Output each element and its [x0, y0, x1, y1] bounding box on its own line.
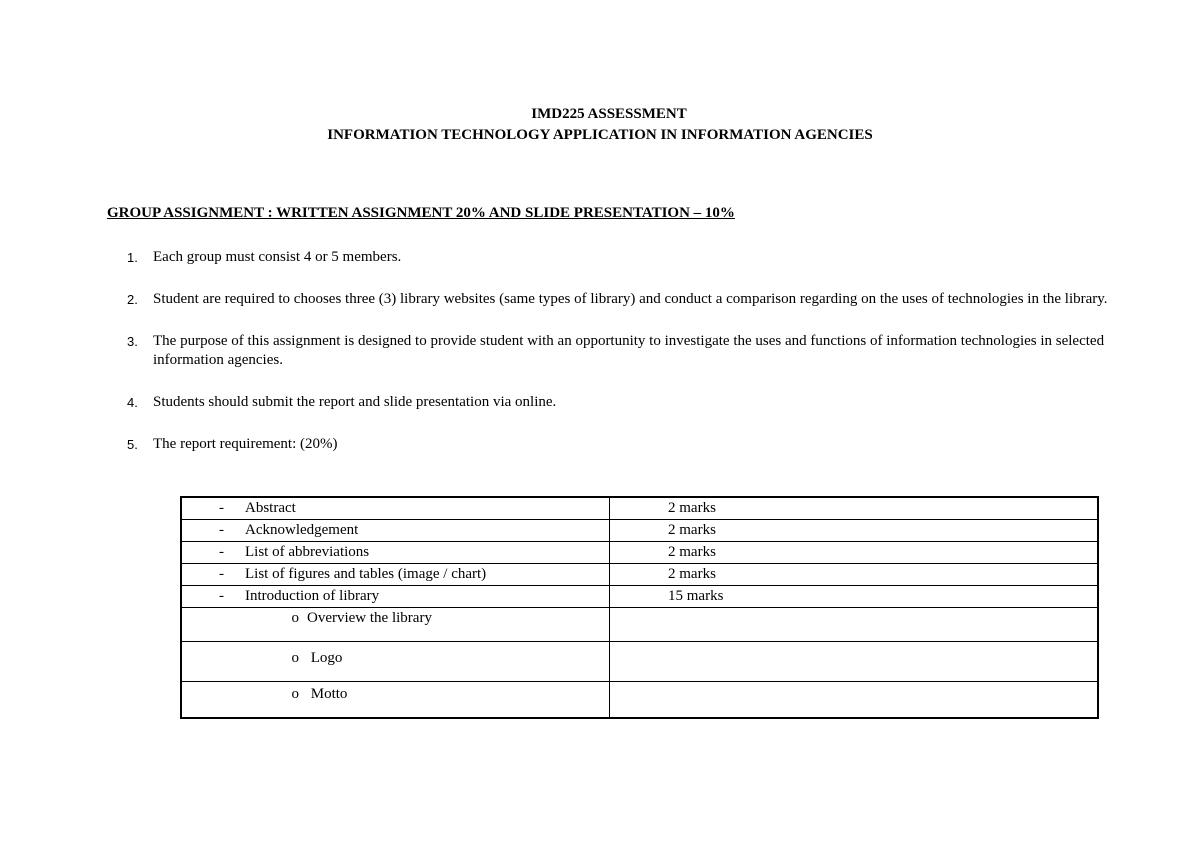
marks-table [180, 496, 1099, 719]
marks-value: 2 marks [668, 500, 716, 516]
table-cell-subitem [181, 608, 610, 642]
item-label: List of figures and tables (image / chart) [245, 566, 487, 582]
list-item [0, 393, 1200, 412]
list-item-number: 3. [127, 334, 138, 349]
list-item [0, 290, 1200, 309]
list-item-text: The report requirement: (20%) [153, 436, 338, 452]
marks-value: 2 marks [668, 566, 716, 582]
table-cell-item [181, 564, 610, 586]
table-cell-marks [610, 520, 1099, 542]
table-cell-marks [610, 497, 1099, 520]
table-row [181, 586, 1098, 608]
bullet-circle: o [291, 610, 299, 626]
marks-value: 15 marks [668, 588, 724, 604]
table-row [181, 682, 1098, 719]
subitem-label: Logo [307, 650, 343, 666]
title-line-1: IMD225 ASSESSMENT [531, 106, 687, 122]
list-item-number: 1. [127, 250, 138, 265]
table-row [181, 497, 1098, 520]
table-cell-marks-empty [610, 608, 1099, 642]
table-row [181, 642, 1098, 682]
table-row [181, 542, 1098, 564]
list-item [0, 248, 1200, 267]
table-cell-subitem [181, 682, 610, 719]
marks-value: 2 marks [668, 544, 716, 560]
bullet-circle: o [291, 650, 299, 666]
table-row [181, 608, 1098, 642]
bullet-dash: - [219, 522, 224, 538]
list-item-text: Students should submit the report and slide presentation via online. [153, 394, 557, 410]
document-title [0, 104, 1200, 146]
table-cell-item [181, 542, 610, 564]
table-cell-marks-empty [610, 682, 1099, 719]
table-cell-item [181, 497, 610, 520]
table-row [181, 564, 1098, 586]
item-label: Acknowledgement [245, 522, 359, 538]
bullet-dash: - [219, 588, 224, 604]
subitem-label: Overview the library [307, 610, 432, 626]
table-cell-marks [610, 586, 1099, 608]
table-cell-marks [610, 542, 1099, 564]
table-cell-marks-empty [610, 642, 1099, 682]
list-item [0, 435, 1200, 454]
table-cell-marks [610, 564, 1099, 586]
table-cell-subitem [181, 642, 610, 682]
marks-value: 2 marks [668, 522, 716, 538]
list-item-number: 2. [127, 292, 138, 307]
table-row [181, 520, 1098, 542]
list-item-number: 4. [127, 395, 138, 410]
bullet-dash: - [219, 500, 224, 516]
list-item-number: 5. [127, 437, 138, 452]
table-cell-item [181, 520, 610, 542]
title-line-2: INFORMATION TECHNOLOGY APPLICATION IN INFORMATION AGENCIES [327, 127, 873, 143]
item-label: List of abbreviations [245, 544, 370, 560]
list-item-text: Student are required to chooses three (3) library websites (same types of library) and conduct a comparison regarding on the uses of technologies in the library. [153, 291, 1108, 307]
item-label: Introduction of library [245, 588, 380, 604]
bullet-circle: o [291, 686, 299, 702]
table-cell-item [181, 586, 610, 608]
section-heading: GROUP ASSIGNMENT : WRITTEN ASSIGNMENT 20% AND SLIDE PRESENTATION – 10% [107, 205, 735, 221]
list-item-text: The purpose of this assignment is designed to provide student with an opportunity to investigate the uses and functions of information technologies in selected information agencies. [153, 333, 1105, 368]
item-label: Abstract [245, 500, 296, 516]
subitem-label: Motto [307, 686, 348, 702]
list-item-text: Each group must consist 4 or 5 members. [153, 249, 402, 265]
bullet-dash: - [219, 566, 224, 582]
list-item [0, 332, 1200, 370]
instruction-list [0, 248, 1200, 477]
bullet-dash: - [219, 544, 224, 560]
